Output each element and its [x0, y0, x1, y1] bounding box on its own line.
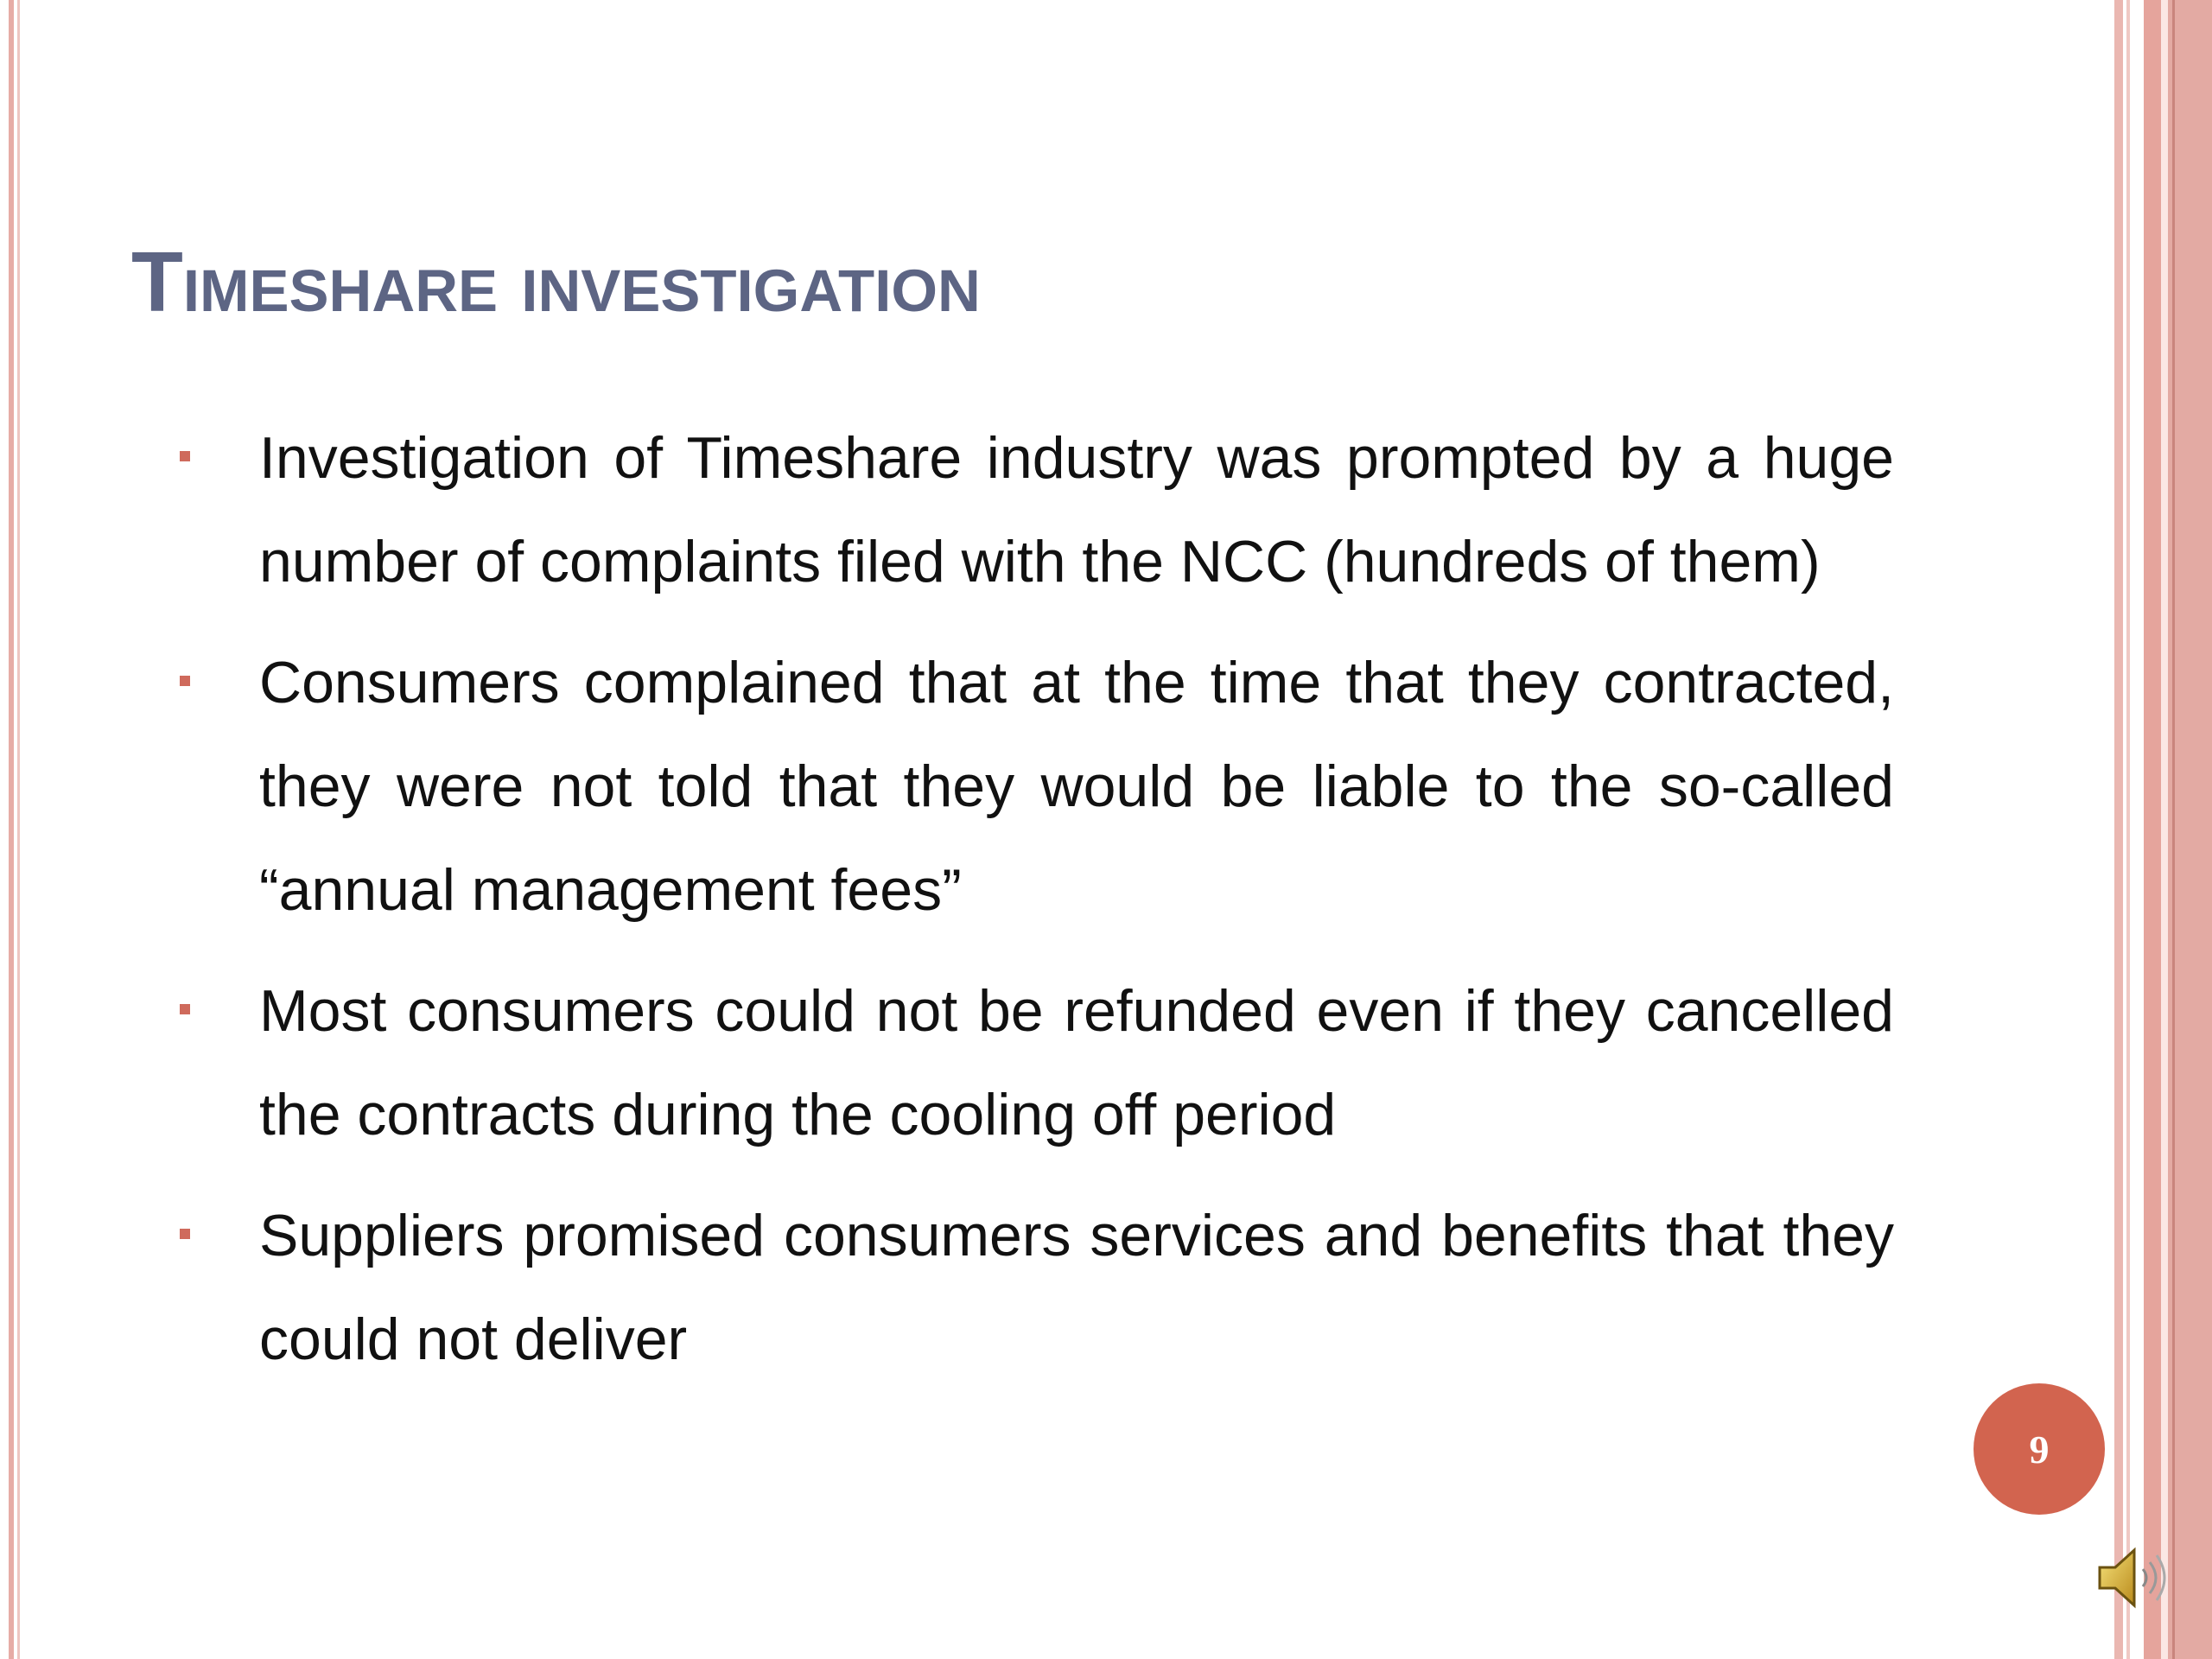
right-border-band [2161, 0, 2168, 1659]
right-border-band [2114, 0, 2123, 1659]
bullet-item [173, 406, 1894, 613]
left-border-line-inner [17, 0, 20, 1659]
bullet-marker-icon [180, 1004, 190, 1014]
right-border-band [2126, 0, 2130, 1659]
bullet-text: Suppliers promised consumers services and benefits that they could not deliver [259, 1203, 1894, 1372]
bullet-marker-icon [180, 1229, 190, 1239]
bullet-list [173, 406, 1894, 1408]
right-border-band [2144, 0, 2161, 1659]
bullet-item [173, 631, 1894, 942]
bullet-text: Investigation of Timeshare industry was prompted by a huge number of complaints filed with the NCC (hundreds of them) [259, 425, 1894, 594]
page-number: 9 [2029, 1427, 2050, 1471]
speaker-icon[interactable] [2094, 1538, 2172, 1616]
left-border-line [9, 0, 14, 1659]
bullet-marker-icon [180, 676, 190, 686]
bullet-marker-icon [180, 451, 190, 461]
bullet-text: Consumers complained that at the time that they contracted, they were not told that they would be liable to the so-called “annual management fees” [259, 650, 1894, 923]
bullet-text: Most consumers could not be refunded even if they cancelled the contracts during the cooling off period [259, 978, 1894, 1147]
slide-title: Timeshare investigation [131, 234, 981, 329]
right-border-band [2172, 0, 2175, 1659]
bullet-item [173, 959, 1894, 1166]
bullet-item [173, 1184, 1894, 1391]
page-number-badge [1974, 1383, 2105, 1515]
